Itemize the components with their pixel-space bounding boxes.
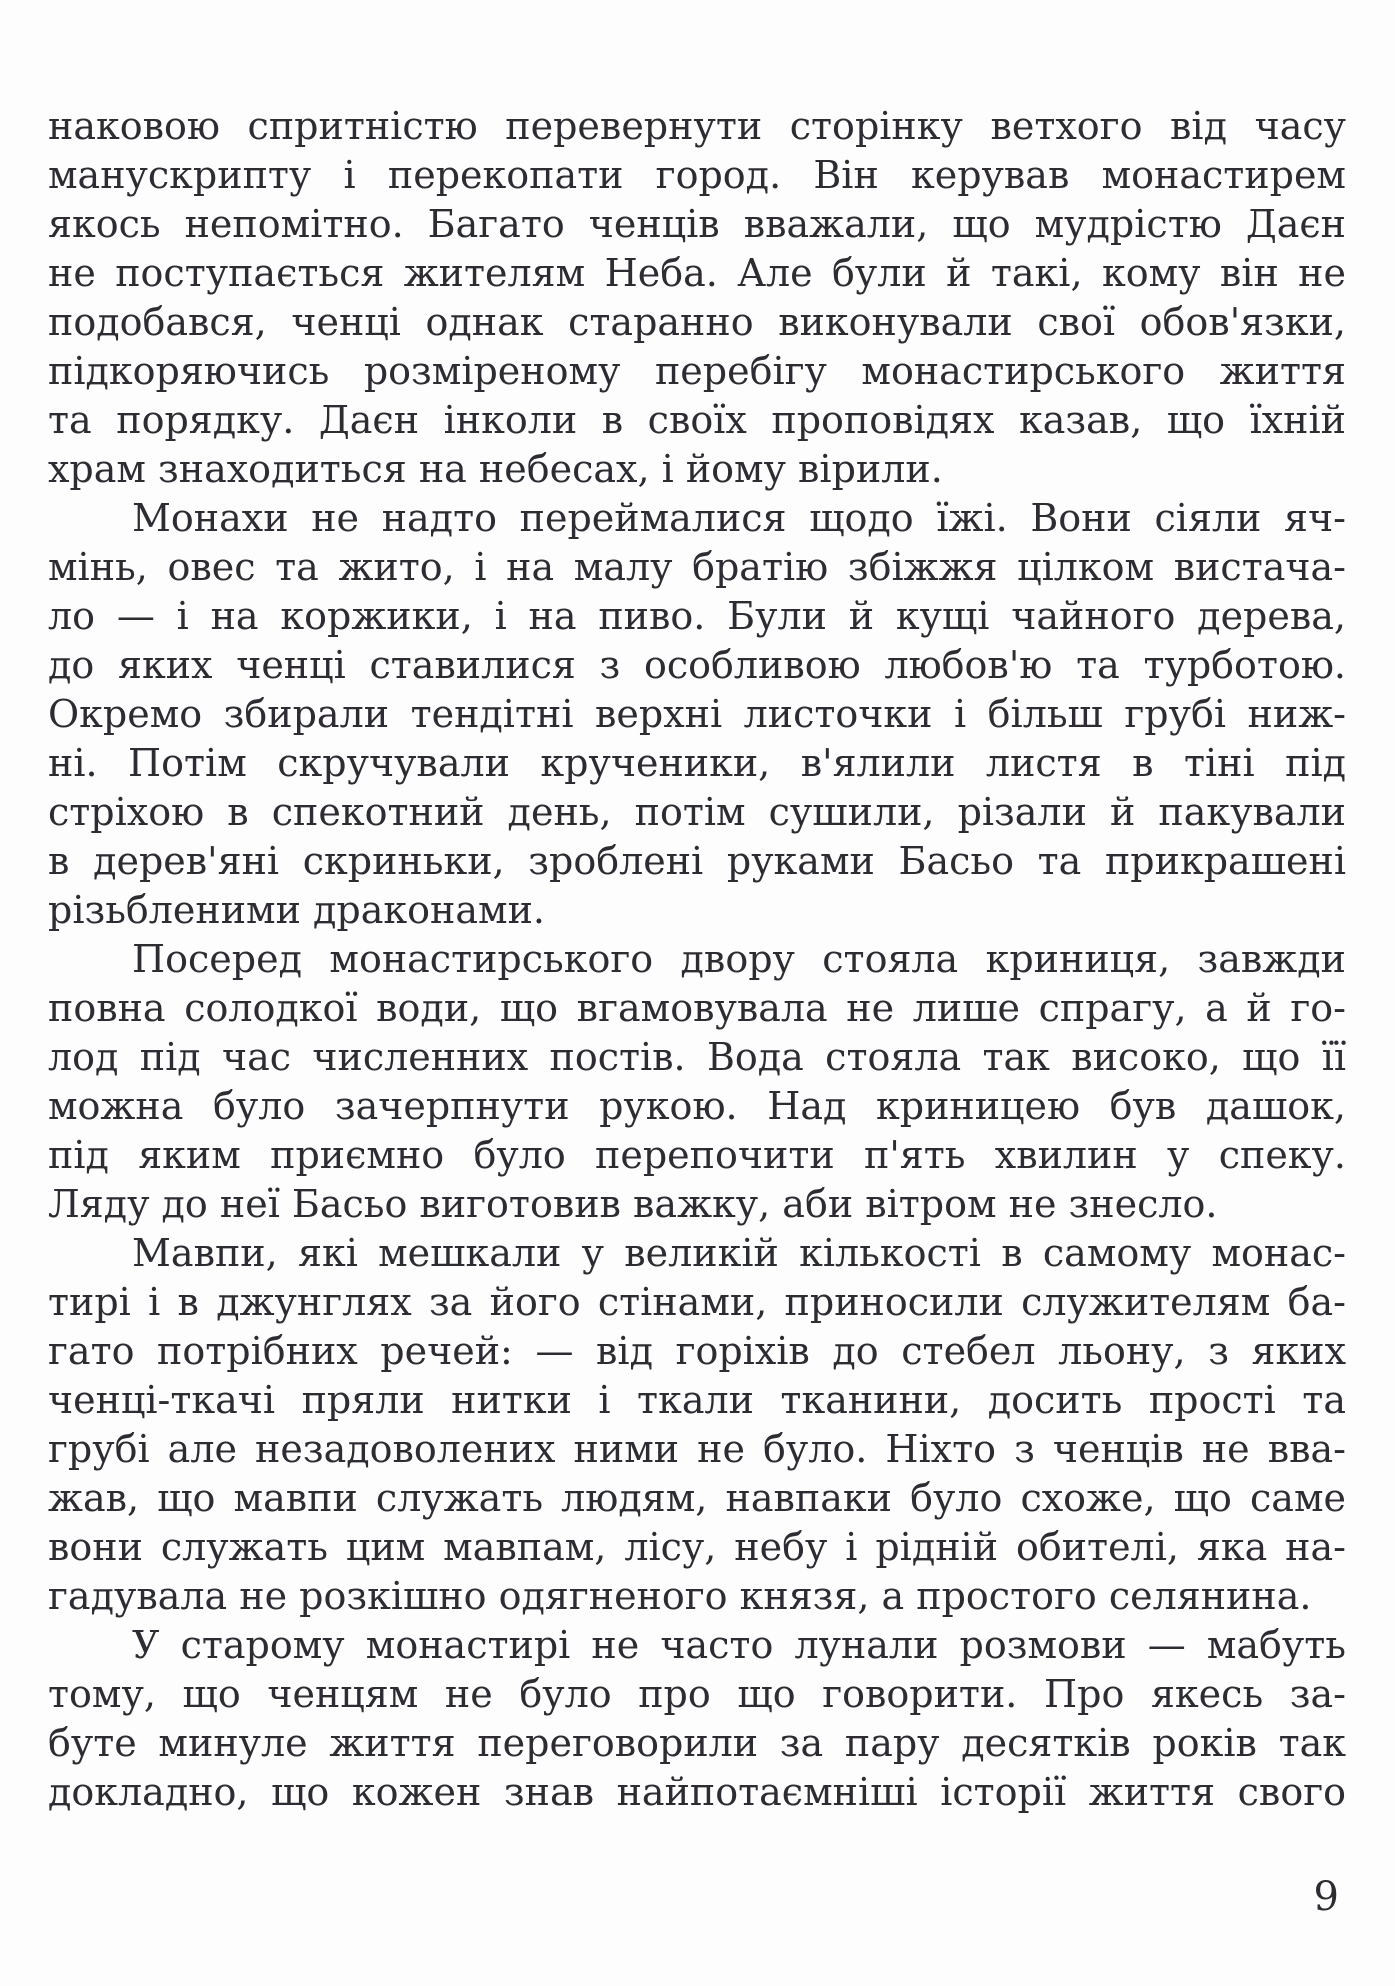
text-line: храм знаходиться на небесах, і йому вірили. [48,447,943,491]
text-line: повна солодкої води, що вгамовувала не лише спрагу, а й го- [48,986,1346,1030]
text-column [48,102,1346,1817]
paragraph-3 [48,935,1346,1229]
text-line: стріхою в спекотний день, потім сушили, різали й пакували [48,790,1346,834]
text-line: тому, що ченцям не було про що говорити. Про якесь за- [48,1672,1346,1716]
text-line: манускрипту і перекопати город. Він керував монастирем [48,153,1346,197]
text-line: Посеред монастирського двору стояла криниця, завжди [132,937,1346,981]
text-line: Монахи не надто переймалися щодо їжі. Вони сіяли яч- [132,496,1346,540]
text-line: грубі але незадоволених ними не було. Ніхто з ченців не вва- [48,1427,1346,1471]
text-line: докладно, що кожен знав найпотаємніші історії життя свого [48,1770,1346,1814]
text-line: У старому монастирі не часто лунали розмови — мабуть [132,1623,1346,1667]
paragraph-2 [48,494,1346,935]
text-line: гадувала не розкішно одягненого князя, а простого селянина. [48,1574,1312,1618]
text-line: мінь, овес та жито, і на малу братію збіжжя цілком вистача- [48,545,1346,589]
text-line: та порядку. Даєн інколи в своїх проповідях казав, що їхній [48,398,1346,442]
text-line: Окремо збирали тендітні верхні листочки і більш грубі ниж- [48,692,1346,736]
text-line: до яких ченці ставилися з особливою любов'ю та турботою. [48,643,1346,687]
text-line: вони служать цим мавпам, лісу, небу і рідній обителі, яка на- [48,1525,1346,1569]
text-line: лод під час численних постів. Вода стояла так високо, що її [48,1035,1346,1079]
text-line: ло — і на коржики, і на пиво. Були й кущі чайного дерева, [48,594,1346,638]
text-line: ченці-ткачі пряли нитки і ткали тканини, досить прості та [48,1378,1346,1422]
text-line: Мавпи, які мешкали у великій кількості в самому монас- [132,1231,1346,1275]
text-line: гато потрібних речей: — від горіхів до стебел льону, з яких [48,1329,1346,1373]
paragraph-1 [48,102,1346,494]
text-line: якось непомітно. Багато ченців вважали, що мудрістю Даєн [48,202,1346,246]
page-number: 9 [1313,1874,1339,1920]
text-line: подобався, ченці однак старанно виконували свої обов'язки, [48,300,1346,344]
text-line: можна було зачерпнути рукою. Над криницею був дашок, [48,1084,1346,1128]
text-line: буте минуле життя переговорили за пару десятків років так [48,1721,1346,1765]
text-line: жав, що мавпи служать людям, навпаки було схоже, що саме [48,1476,1346,1520]
text-line: наковою спритністю перевернути сторінку ветхого від часу [48,104,1346,148]
text-line: тирі і в джунглях за його стінами, приносили служителям ба- [48,1280,1346,1324]
text-line: Ляду до неї Басьо виготовив важку, аби вітром не знесло. [48,1182,1218,1226]
paragraph-4 [48,1229,1346,1621]
text-line: різьбленими драконами. [48,888,545,932]
text-line: ні. Потім скручували крученики, в'ялили листя в тіні під [48,741,1346,785]
text-line: не поступається жителям Неба. Але були й такі, кому він не [48,251,1346,295]
text-line: під яким приємно було перепочити п'ять хвилин у спеку. [48,1133,1346,1177]
text-line: в дерев'яні скриньки, зроблені руками Басьо та прикрашені [48,839,1346,883]
paragraph-5 [48,1621,1346,1817]
text-line: підкоряючись розміреному перебігу монастирського життя [48,349,1346,393]
